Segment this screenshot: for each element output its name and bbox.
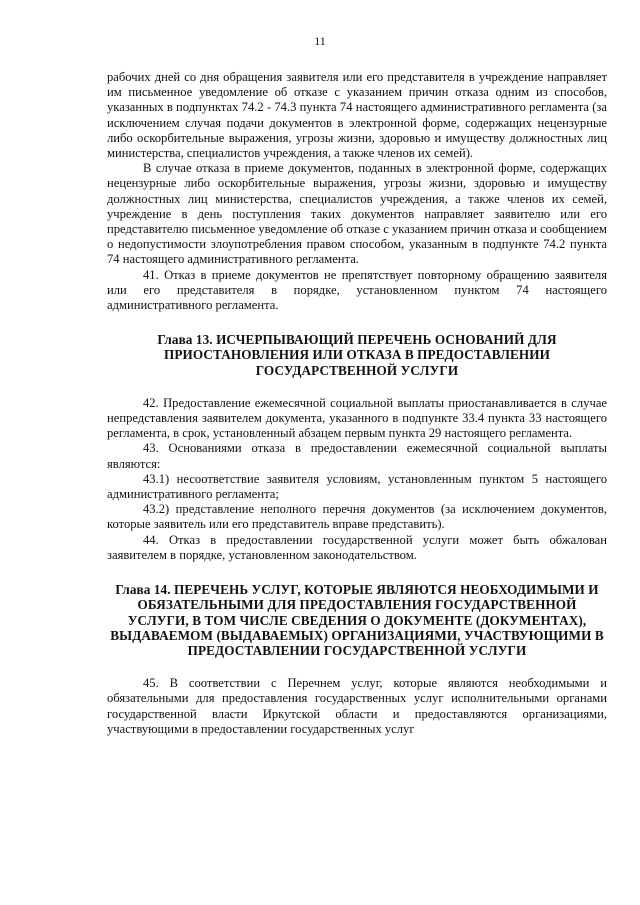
document-body <box>107 70 607 737</box>
chapter-14-heading: Глава 14. ПЕРЕЧЕНЬ УСЛУГ, КОТОРЫЕ ЯВЛЯЮТСЯ НЕОБХОДИМЫМИ И ОБЯЗАТЕЛЬНЫМИ ДЛЯ ПРЕДОСТАВЛЕНИЯ ГОСУДАРСТВЕННОЙ УСЛУГИ, В ТОМ ЧИСЛЕ СВЕДЕНИЯ О ДОКУМЕНТЕ (ДОКУМЕНТАХ), ВЫДАВАЕМОМ (ВЫДАВАЕМЫХ) ОРГАНИЗАЦИЯМИ, УЧАСТВУЮЩИМИ В ПРЕДОСТАВЛЕНИИ ГОСУДАРСТВЕННОЙ УСЛУГИ <box>110 582 604 658</box>
paragraph-42: 42. Предоставление ежемесячной социальной выплаты приостанавливается в случае непредставления заявителем документа, указанного в подпункте 33.4 пункта 33 настоящего регламента, в срок, установленный абзацем первым пункта 29 настоящего регламента. <box>107 395 607 441</box>
paragraph-45: 45. В соответствии с Перечнем услуг, которые являются необходимыми и обязательными для предоставления государственных услуг исполнительными органами государственной власти Иркутской области и предоставляются организациями, участвующими в предоставлении государственных услуг <box>107 676 607 736</box>
paragraph-44: 44. Отказ в предоставлении государственной услуги может быть обжалован заявителем в порядке, установленном законодательством. <box>107 532 607 562</box>
paragraph-continuation: рабочих дней со дня обращения заявителя или его представителя в учреждение направляет им письменное уведомление об отказе с указанием причин отказа одним из способов, указанных в подпунктах 74.2 - 74.3 пункта 74 настоящего административного регламента (за исключением случая подачи документов в электронной форме, содержащих нецензурные либо оскорбительные выражения, угрозы жизни, здоровью и имуществу должностных лиц министерства, специалистов учреждения, а также членов их семей). <box>107 70 607 161</box>
paragraph-41: 41. Отказ в приеме документов не препятствует повторному обращению заявителя или его представителя в порядке, установленном пунктом 74 настоящего административного регламента. <box>107 267 607 313</box>
paragraph-43: 43. Основаниями отказа в предоставлении ежемесячной социальной выплаты являются: <box>107 441 607 471</box>
paragraph-43-1: 43.1) несоответствие заявителя условиям, установленным пунктом 5 настоящего административного регламента; <box>107 471 607 502</box>
chapter-13-heading: Глава 13. ИСЧЕРПЫВАЮЩИЙ ПЕРЕЧЕНЬ ОСНОВАНИЙ ДЛЯ ПРИОСТАНОВЛЕНИЯ ИЛИ ОТКАЗА В ПРЕДОСТАВЛЕНИИ ГОСУДАРСТВЕННОЙ УСЛУГИ <box>157 332 557 378</box>
paragraph-electronic-refusal: В случае отказа в приеме документов, поданных в электронной форме, содержащих нецензурные либо оскорбительные выражения, угрозы жизни, здоровью и имуществу должностных лиц министерства, специалистов учреждения, а также членов их семей, учреждение в день поступления таких документов направляет заявителю или его представителю письменное уведомление об отказе с указанием причин отказа и сообщением о недопустимости злоупотребления правом способом, указанным в подпункте 74.2 пункта 74 настоящего административного регламента. <box>107 161 607 267</box>
paragraph-43-2: 43.2) представление неполного перечня документов (за исключением документов, которые заявитель или его представитель вправе представить). <box>107 502 607 532</box>
page-number: 11 <box>314 34 326 48</box>
